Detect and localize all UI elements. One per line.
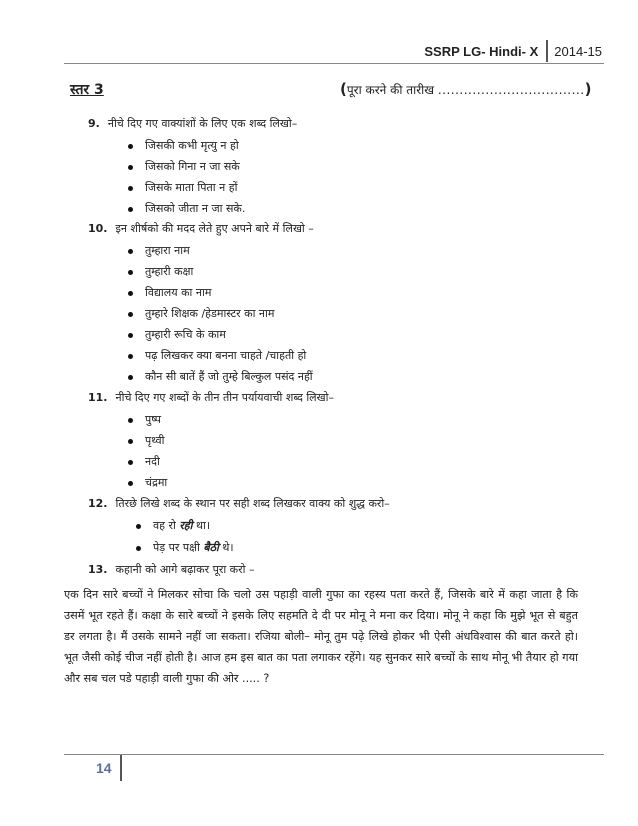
list-item [136,518,210,533]
header-separator [546,40,548,62]
question-13 [88,562,254,577]
list-item [128,285,211,300]
list-item [128,475,167,490]
list-item-text: तुम्हारी कक्षा [145,265,194,278]
completion-date [340,80,591,98]
footer-separator [120,755,122,781]
bullet-icon [128,165,133,170]
list-item [128,201,245,216]
list-item-text: पुष्प [145,413,162,426]
bullet-icon [128,186,133,191]
question-text: तिरछे लिखे शब्द के स्थान पर सही शब्द लिखकर वाक्य को शुद्ध करो– [115,497,390,510]
list-item-text: चंद्रमा [145,476,168,489]
question-number: 10. [88,222,108,235]
list-item [128,180,237,195]
question-number: 13. [88,563,108,576]
bullet-icon [136,546,141,551]
list-item [128,327,226,342]
list-item [128,433,164,448]
sentence-post: थे। [218,541,234,554]
completion-label: पूरा करने की तारीख [346,83,435,97]
bullet-icon [128,144,133,149]
list-item [128,348,306,363]
list-item [128,454,160,469]
italic-word: रही [179,519,193,532]
bullet-icon [128,439,133,444]
bullet-icon [128,291,133,296]
bullet-icon [136,524,141,529]
question-text: नीचे दिए गए वाक्यांशों के लिए एक शब्द लिखो– [107,117,298,130]
header-year: 2014-15 [554,43,602,59]
question-12 [88,496,390,511]
list-item-text: जिसको गिना न जा सके [145,160,240,173]
list-item-text: पढ़ लिखकर क्या बनना चाहते /चाहती हो [145,349,307,362]
level-heading [70,80,104,99]
list-item-text: विद्यालय का नाम [145,286,212,299]
bullet-icon [128,270,133,275]
header-rule [64,63,604,64]
list-item [128,159,240,174]
bullet-icon [128,207,133,212]
open-paren: ( [340,80,347,98]
bullet-icon [128,481,133,486]
list-item [128,138,239,153]
footer-rule [64,754,604,755]
list-item [128,306,274,321]
list-item-text: जिसकी कभी मृत्यु न हो [145,139,239,152]
question-text: नीचे दिए गए शब्दों के तीन तीन पर्यायवाची शब्द लिखो– [115,391,334,404]
question-10 [88,221,314,236]
list-item [128,369,313,384]
list-item-text: नदी [145,455,160,468]
question-number: 12. [88,497,108,510]
list-item [128,264,193,279]
bullet-icon [128,354,133,359]
question-text: इन शीर्षको की मदद लेते हुए अपने बारे में लिखो – [115,222,314,235]
header-series: SSRP LG- Hindi- X [424,43,539,59]
story-paragraph: एक दिन सारे बच्चों ने मिलकर सोचा कि चलो उस पहाड़ी वाली गुफा का रहस्य पता करते हैं, जिसके बारे में कहा जाता है कि उसमें भूत रहते हैं। कक्षा के सारे बच्चों ने इसके लिए सहमति दे दी पर मोनू ने मना कर दिया। मोनू ने कहा कि मुझे भूत से बहुत डर लगता है। मैं उसके सामने नहीं जा सकता। रजिया बोली– मोनू तुम पढ़े लिखे होकर भी ऐसी अंधविश्वास की बात करते हो। भूत जैसी कोई चीज नहीं होती है। आज हम इस बात का पता लगाकर रहेंगे। यह सुनकर सारे बच्चों के साथ मोनू भी तैयार हो गया और सब चल पडे पहाड़ी वाली गुफा की ओर ..... ? [64,588,578,685]
italic-word: बैठी [203,541,219,554]
level-label: स्तर 3 [70,82,104,98]
list-item-text: जिसको जीता न जा सके. [145,202,246,215]
list-item-text: कौन सी बातें हैं जो तुम्हे बिल्कुल पसंद नहीं [145,370,313,383]
bullet-icon [128,375,133,380]
bullet-icon [128,249,133,254]
list-item-text: तुम्हारे शिक्षक /हेडमास्टर का नाम [145,307,275,320]
list-item-text: तुम्हारा नाम [145,244,190,257]
sentence-pre: पेड़ पर पक्षी [153,541,204,554]
close-paren: ) [584,80,592,98]
page-number: 14 [96,760,112,776]
bullet-icon [128,333,133,338]
bullet-icon [128,312,133,317]
bullet-icon [128,418,133,423]
question-11 [88,390,334,405]
question-number: 9. [88,117,100,130]
question-9 [88,116,297,131]
sentence-post: था। [192,519,211,532]
list-item-text: तुम्हारी रूचि के काम [145,328,226,341]
list-item [128,412,161,427]
completion-blank: .................................. [437,83,585,97]
list-item [136,540,234,555]
bullet-icon [128,460,133,465]
list-item-text: जिसके माता पिता न हों [145,181,238,194]
list-item [128,243,190,258]
question-number: 11. [88,391,108,404]
question-text: कहानी को आगे बढ़ाकर पूरा करो – [115,563,255,576]
list-item-text: पृथ्वी [145,434,165,447]
sentence-pre: वह रो [153,519,180,532]
page-header [424,40,602,62]
